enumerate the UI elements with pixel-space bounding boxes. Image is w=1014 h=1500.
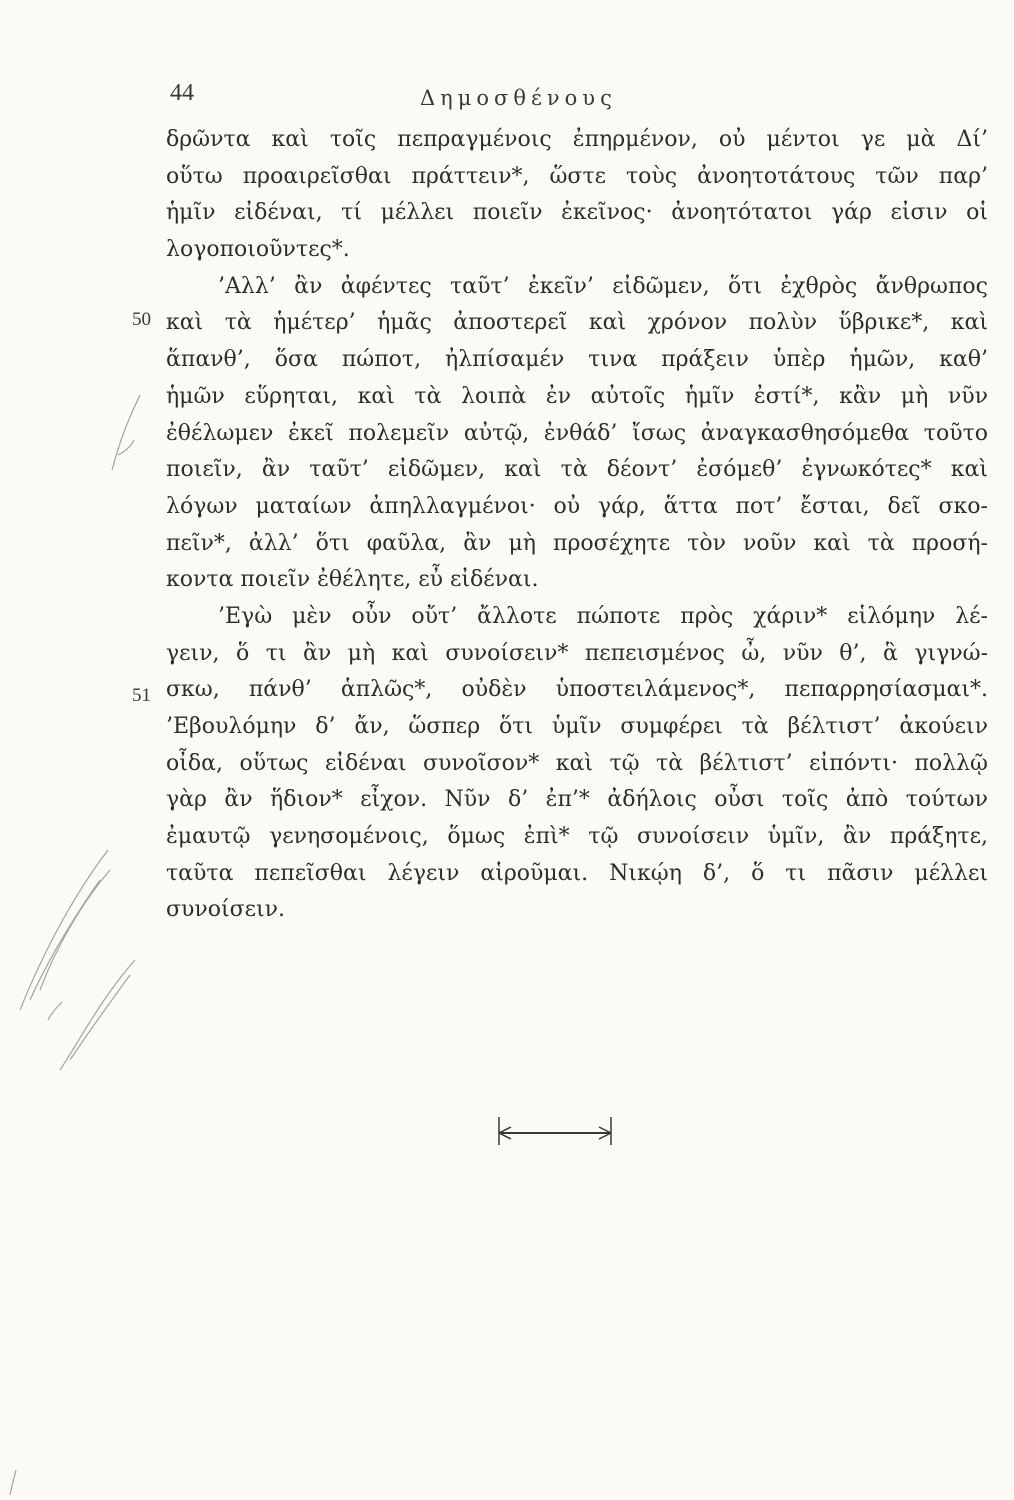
text-line: γὰρ ἂν ἥδιον* εἶχον. Νῦν δ’ ἐπ’* ἀδήλοις οὖσι τοῖς ἀπὸ τούτων bbox=[166, 787, 988, 813]
end-ornament bbox=[497, 1113, 613, 1149]
text-line: καὶ τὰ ἡμέτερ’ ἡμᾶς ἀποστερεῖ καὶ χρόνον πολὺν ὕβρικε*, καὶ bbox=[166, 310, 988, 336]
text-line: ἅπανθ’, ὅσα πώποτ, ἠλπίσαμέν τινα πράξειν ὑπὲρ ἡμῶν, καθ’ bbox=[166, 347, 988, 373]
text-line: ’Εβουλόμην δ’ ἄν, ὥσπερ ὅτι ὑμῖν συμφέρει τὰ βέλτιστ’ ἀκούειν bbox=[166, 714, 988, 739]
text-line: κοντα ποιεῖν ἐθέλητε, εὖ εἰδέναι. bbox=[166, 567, 539, 593]
text-line: λογοποιοῦντες*. bbox=[166, 237, 350, 263]
text-line: ἡμῶν εὕρηται, καὶ τὰ λοιπὰ ἐν αὐτοῖς ἡμῖν ἐστί*, κἂν μὴ νῦν bbox=[166, 383, 988, 409]
text-line: οὕτω προαιρεῖσθαι πράττειν*, ὥστε τοὺς ἀνοητοτάτους τῶν παρ’ bbox=[166, 163, 988, 189]
text-line: ἡμῖν εἰδέναι, τί μέλλει ποιεῖν ἐκεῖνος· ἀνοητότατοι γάρ εἰσιν οἱ bbox=[166, 200, 988, 226]
text-line: ποιεῖν, ἂν ταῦτ’ εἰδῶμεν, καὶ τὰ δέοντ’ ἐσόμεθ’ ἐγνωκότες* καὶ bbox=[166, 457, 988, 483]
text-line: ’Αλλ’ ἂν ἀφέντες ταῦτ’ ἐκεῖν’ εἰδῶμεν, ὅτι ἐχθρὸς ἄνθρωπος bbox=[218, 273, 988, 299]
text-line: συνοίσειν. bbox=[166, 897, 286, 923]
running-head: Δημοσθένους bbox=[420, 86, 617, 110]
body-text bbox=[166, 122, 988, 929]
text-line: γειν, ὅ τι ἂν μὴ καὶ συνοίσειν* πεπεισμένος ὦ, νῦν θ’, ἃ γιγνώ- bbox=[166, 640, 988, 666]
text-line: ταῦτα πεπεῖσθαι λέγειν αἱροῦμαι. Νικῴη δ’, ὅ τι πᾶσιν μέλλει bbox=[166, 860, 988, 886]
text-line: λόγων ματαίων ἀπηλλαγμένοι· οὐ γάρ, ἅττα ποτ’ ἔσται, δεῖ σκο- bbox=[166, 493, 988, 519]
text-line: σκω, πάνθ’ ἁπλῶς*, οὐδὲν ὑποστειλάμενος*, πεπαρρησίασμαι*. bbox=[166, 677, 988, 703]
text-line: δρῶντα καὶ τοῖς πεπραγμένοις ἐπηρμένον, οὐ μέντοι γε μὰ Δί’ bbox=[166, 127, 988, 152]
section-number-50: 50 bbox=[132, 309, 151, 330]
text-line: πεῖν*, ἀλλ’ ὅτι φαῦλα, ἂν μὴ προσέχητε τὸν νοῦν καὶ τὰ προσή- bbox=[166, 530, 988, 556]
text-line: ’Εγὼ μὲν οὖν οὔτ’ ἄλλοτε πώποτε πρὸς χάριν* εἱλόμην λέ- bbox=[218, 603, 988, 629]
page-number: 44 bbox=[170, 80, 194, 106]
text-line: ἐθέλωμεν ἐκεῖ πολεμεῖν αὐτῷ, ἐνθάδ’ ἴσως ἀναγκασθησόμεθα τοῦτο bbox=[166, 420, 988, 446]
text-line: ἐμαυτῷ γενησομένοις, ὅμως ἐπὶ* τῷ συνοίσειν ὑμῖν, ἂν πράξητε, bbox=[166, 824, 988, 850]
text-line: οἶδα, οὕτως εἰδέναι συνοῖσον* καὶ τῷ τὰ βέλτιστ’ εἰπόντι· πολλῷ bbox=[166, 750, 988, 776]
section-number-51: 51 bbox=[132, 685, 151, 706]
